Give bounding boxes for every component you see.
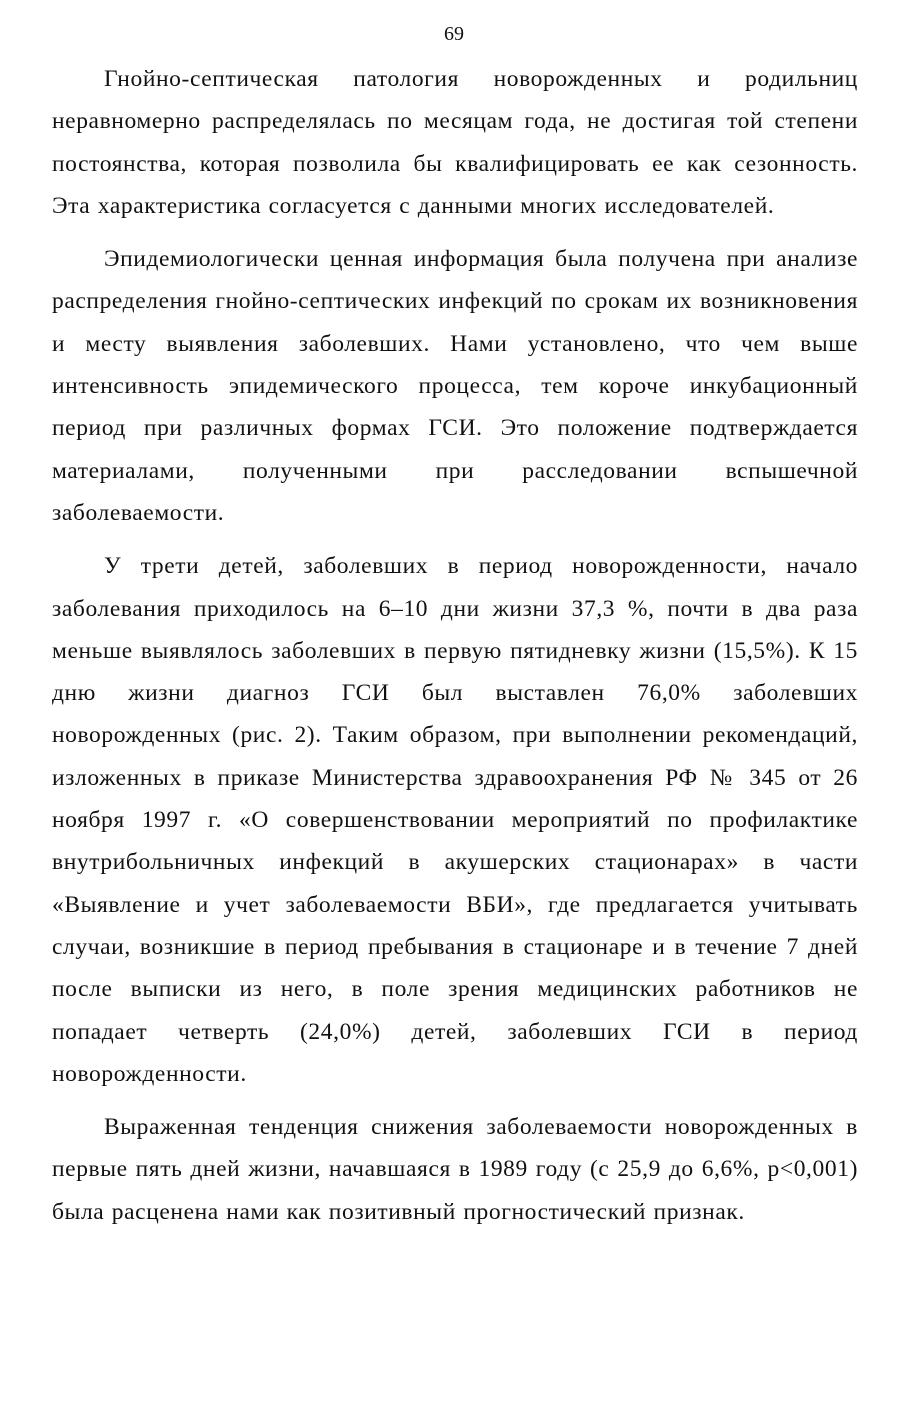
paragraph: Эпидемиологически ценная информация была получена при анализе распределения гнойно-септических инфекций по срокам их возникновения и месту выявления заболевших. Нами установлено, что чем выше интенсивность эпидемического процесса, тем короче инкубационный период при различных формах ГСИ. Это положение подтверждается материалами, полученными при расследовании вспышечной заболеваемости.: [52, 246, 858, 526]
page-number: 69: [444, 23, 464, 45]
paragraph: Гнойно-септическая патология новорожденных и родильниц неравномерно распределялась по месяцам года, не достигая той степени постоянства, которая позволила бы квалифицировать ее как сезонность. Эта характеристика согласуется с данными многих исследователей.: [52, 66, 858, 219]
body-text: [52, 58, 858, 1244]
paragraph: У трети детей, заболевших в период новорожденности, начало заболевания приходилось на 6–10 дни жизни 37,3 %, почти в два раза меньше выявлялось заболевших в первую пятидневку жизни (15,5%). К 15 дню жизни диагноз ГСИ был выставлен 76,0% заболевших новорожденных (рис. 2). Таким образом, при выполнении рекомендаций, изложенных в приказе Министерства здравоохранения РФ № 345 от 26 ноября 1997 г. «О совершенствовании мероприятий по профилактике внутрибольничных инфекций в акушерских стационарах» в части «Выявление и учет заболеваемости ВБИ», где предлагается учитывать случаи, возникшие в период пребывания в стационаре и в течение 7 дней после выписки из него, в поле зрения медицинских работников не попадает четверть (24,0%) детей, заболевших ГСИ в период новорожденности.: [52, 553, 858, 1087]
paragraph: Выраженная тенденция снижения заболеваемости новорожденных в первые пять дней жизни, начавшаяся в 1989 году (с 25,9 до 6,6%, p<0,001) была расценена нами как позитивный прогностический признак.: [52, 1114, 858, 1225]
